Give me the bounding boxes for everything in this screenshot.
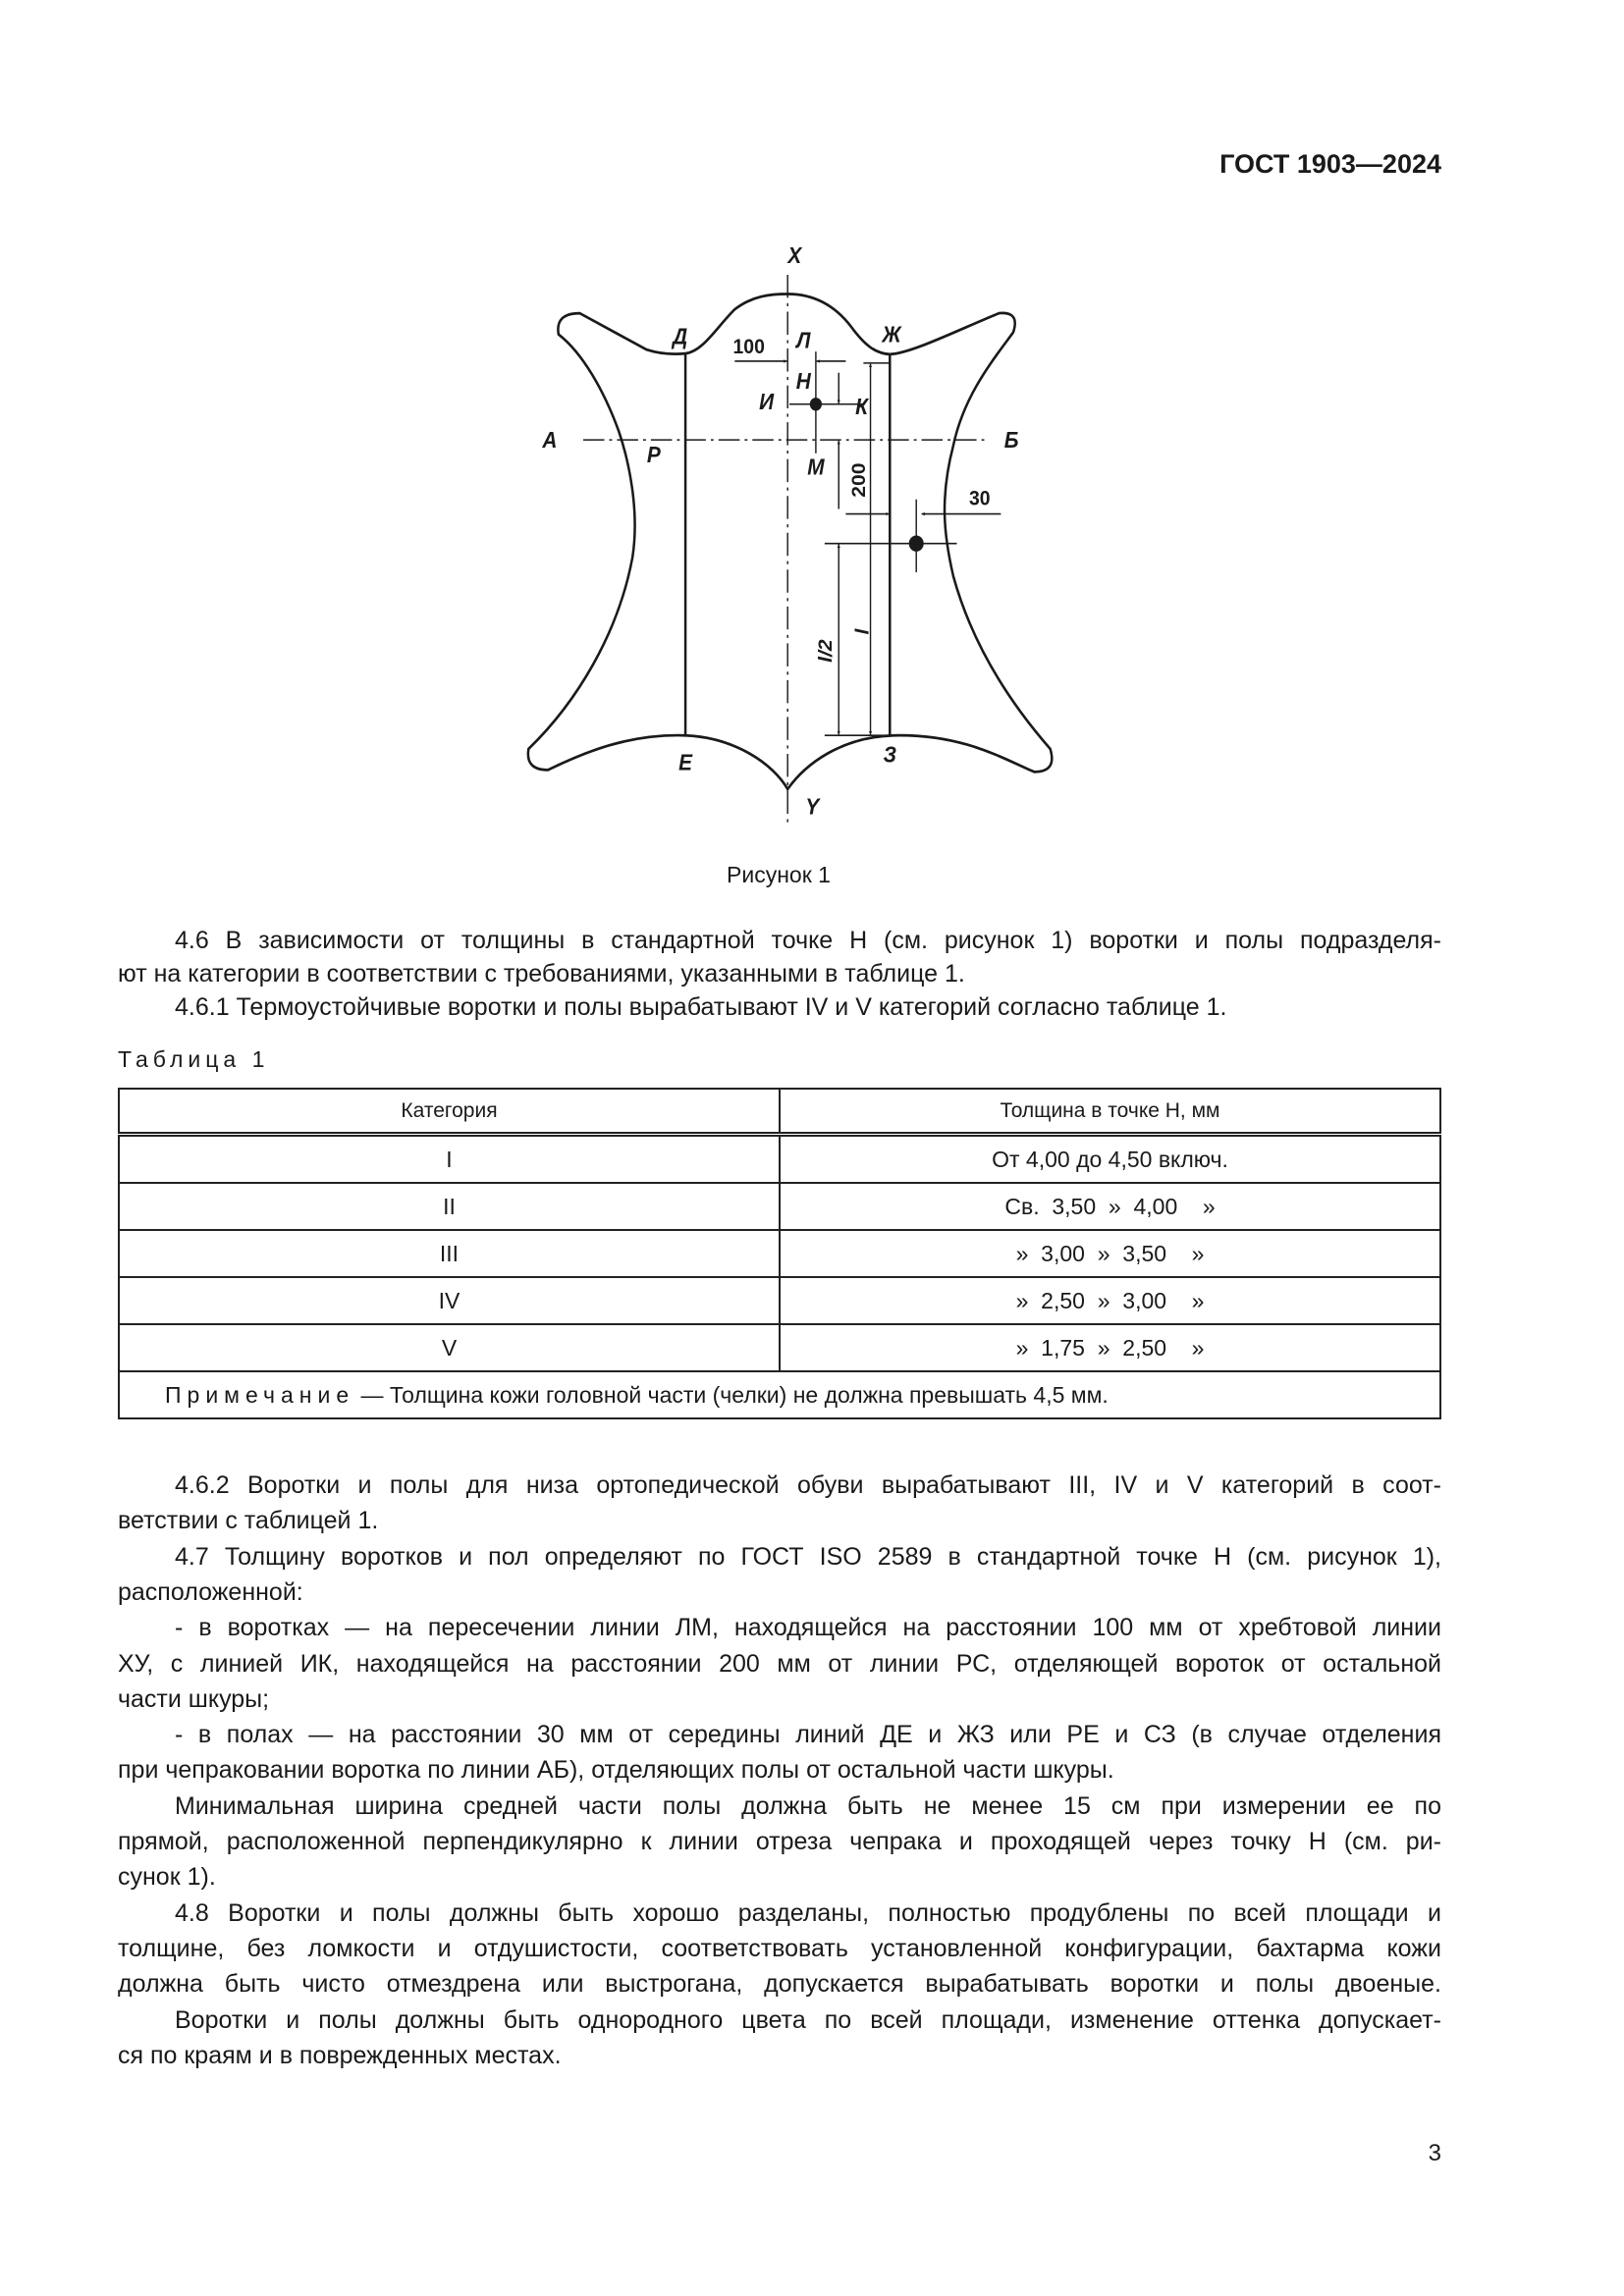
text-line: должна быть чисто отмездрена или выстрогана, допускается вырабатывать воротки и полы двоеные. (118, 1970, 1441, 1999)
dim-200: 200 (848, 462, 870, 498)
text-line: ся по краям и в поврежденных местах. (118, 2041, 562, 2069)
cell-thickness: » 2,50 » 3,00 » (780, 1277, 1440, 1324)
text-line: сунок 1). (118, 1863, 216, 1892)
cell-category: III (119, 1230, 780, 1277)
cell-thickness: Св. 3,50 » 4,00 » (780, 1183, 1440, 1230)
cell-category: V (119, 1324, 780, 1371)
table-label: Таблица 1 (118, 1046, 270, 1072)
page-number: 3 (1428, 2140, 1441, 2166)
figure-caption: Рисунок 1 (727, 862, 831, 887)
text-line: 4.7 Толщину воротков и пол определяют по ГОСТ ISO 2589 в стандартной точке Н (см. рисунок 1), (175, 1542, 1441, 1571)
label-n: Н (795, 368, 811, 395)
dim-l2: l/2 (815, 639, 837, 663)
point-side (909, 535, 924, 551)
cell-thickness: » 3,00 » 3,50 » (780, 1230, 1440, 1277)
label-p: Р (646, 441, 661, 467)
note-label: Примечание (165, 1381, 355, 1408)
text-line: части шкуры; (118, 1684, 270, 1713)
text-line: - в полах — на расстоянии 30 мм от середины линий ДЕ и ЖЗ или РЕ и СЗ (в случае отделения (175, 1721, 1441, 1749)
label-i: И (759, 388, 775, 415)
label-b: Б (1003, 427, 1019, 454)
text-line: 4.6.1 Термоустойчивые воротки и полы вырабатывают IV и V категорий согласно таблице 1. (175, 993, 1227, 1021)
text-line: Воротки и полы должны быть однородного цвета по всей площади, изменение оттенка допускает- (175, 2005, 1441, 2034)
label-z: З (883, 741, 896, 768)
label-a: А (542, 427, 558, 454)
label-l: Л (796, 327, 811, 353)
text-line: ХУ, с линией ИК, находящейся на расстоянии 200 мм от линии РС, отделяющей вороток от остальной (118, 1649, 1441, 1678)
text-line: - в воротках — на пересечении линии ЛМ, находящейся на расстоянии 100 мм от хребтовой линии (175, 1614, 1441, 1642)
cell-category: I (119, 1135, 780, 1184)
text-line: Минимальная ширина средней части полы должна быть не менее 15 см при измерении ее по (175, 1791, 1441, 1820)
label-d: Д (673, 323, 688, 349)
hide-diagram (506, 231, 1056, 829)
text-line: расположенной: (118, 1577, 303, 1606)
table-header-row (119, 1089, 1440, 1135)
dim-30: 30 (969, 487, 991, 510)
label-k: К (855, 394, 868, 420)
text-line: 4.6.2 Воротки и полы для низа ортопедической обуви вырабатывают III, IV и V категорий в соот- (175, 1471, 1441, 1499)
text-line: 4.8 Воротки и полы должны быть хорошо разделаны, полностью продублены по всей площади и (175, 1898, 1441, 1927)
table-note (119, 1371, 1440, 1418)
header-category: Категория (119, 1089, 780, 1135)
category-table (118, 1088, 1441, 1419)
document-id-header: ГОСТ 1903—2024 (1219, 149, 1441, 179)
table-row (119, 1277, 1440, 1324)
text-line: прямой, расположенной перпендикулярно к линии отреза чепрака и проходящей через точку Н (см. ри- (118, 1828, 1441, 1855)
cell-thickness: От 4,00 до 4,50 включ. (780, 1135, 1440, 1184)
label-x: X (787, 242, 802, 269)
table-note-row (119, 1371, 1440, 1418)
label-zh: Ж (882, 321, 901, 347)
table-row (119, 1324, 1440, 1371)
note-text: — Толщина кожи головной части (челки) не должна превышать 4,5 мм. (354, 1381, 1109, 1408)
table-row (119, 1183, 1440, 1230)
text-line: 4.6 В зависимости от толщины в стандартной точке Н (см. рисунок 1) воротки и полы подразделя- (175, 927, 1441, 954)
hide-outline (528, 294, 1052, 789)
text-line: ют на категории в соответствии с требованиями, указанными в таблице 1. (118, 960, 965, 988)
point-n (810, 398, 822, 410)
table-row (119, 1135, 1440, 1184)
table-row (119, 1230, 1440, 1277)
label-y: Y (805, 793, 820, 820)
text-line: толщине, без ломкости и отдушистости, соответствовать установленной конфигурации, бахтарма кожи (118, 1934, 1441, 1962)
text-line: при чепраковании воротка по линии АБ), отделяющих полы от остальной части шкуры. (118, 1756, 1114, 1785)
cell-category: IV (119, 1277, 780, 1324)
cell-category: II (119, 1183, 780, 1230)
dim-l: l (852, 628, 874, 635)
cell-thickness: » 1,75 » 2,50 » (780, 1324, 1440, 1371)
header-thickness: Толщина в точке Н, мм (780, 1089, 1440, 1135)
label-m: М (807, 454, 825, 480)
text-line: ветствии с таблицей 1. (118, 1507, 379, 1535)
dim-100: 100 (732, 336, 765, 359)
label-e: Е (678, 749, 693, 775)
